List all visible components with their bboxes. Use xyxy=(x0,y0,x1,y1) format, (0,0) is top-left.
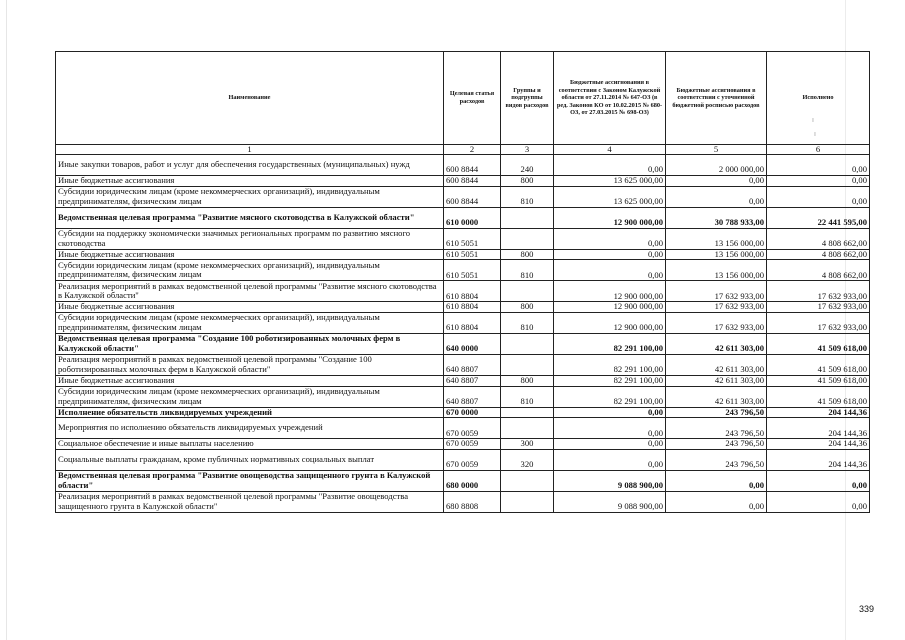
row-law-amount: 12 900 000,00 xyxy=(554,207,666,228)
row-executed-amount: 204 144,36 xyxy=(767,439,870,450)
row-executed-amount: 0,00 xyxy=(767,470,870,491)
row-expense-group xyxy=(501,228,554,249)
row-name: Ведомственная целевая программа "Создание 100 роботизированных молочных ферм в Калужской области" xyxy=(56,333,444,354)
row-executed-amount: 41 509 618,00 xyxy=(767,354,870,375)
row-expense-group xyxy=(501,418,554,439)
row-expense-group: 810 xyxy=(501,260,554,281)
row-law-amount: 82 291 100,00 xyxy=(554,333,666,354)
table-row xyxy=(56,228,870,249)
row-refined-amount: 243 796,50 xyxy=(666,449,767,470)
table-row xyxy=(56,333,870,354)
row-target-code: 610 5051 xyxy=(444,249,501,260)
row-law-amount: 13 625 000,00 xyxy=(554,176,666,187)
row-refined-amount: 13 156 000,00 xyxy=(666,228,767,249)
row-target-code: 610 5051 xyxy=(444,260,501,281)
table-row xyxy=(56,207,870,228)
table-row xyxy=(56,407,870,418)
row-target-code: 670 0059 xyxy=(444,439,501,450)
row-executed-amount: 0,00 xyxy=(767,186,870,207)
row-target-code: 610 8804 xyxy=(444,302,501,313)
row-refined-amount: 0,00 xyxy=(666,186,767,207)
row-executed-amount: 4 808 662,00 xyxy=(767,260,870,281)
row-law-amount: 13 625 000,00 xyxy=(554,186,666,207)
row-law-amount: 12 900 000,00 xyxy=(554,312,666,333)
row-executed-amount: 17 632 933,00 xyxy=(767,302,870,313)
row-executed-amount: 0,00 xyxy=(767,155,870,176)
row-refined-amount: 2 000 000,00 xyxy=(666,155,767,176)
row-refined-amount: 42 611 303,00 xyxy=(666,386,767,407)
row-name: Субсидии на поддержку экономически значимых региональных программ по развитию мясного скотоводства xyxy=(56,228,444,249)
row-executed-amount: 41 509 618,00 xyxy=(767,375,870,386)
row-name: Субсидии юридическим лицам (кроме некоммерческих организаций), индивидуальным предпринимателям, физическим лицам xyxy=(56,312,444,333)
row-law-amount: 0,00 xyxy=(554,249,666,260)
row-law-amount: 0,00 xyxy=(554,407,666,418)
header-target-item: Целевая статья расходов xyxy=(444,52,501,145)
row-name: Иные закупки товаров, работ и услуг для обеспечения государственных (муниципальных) нужд xyxy=(56,155,444,176)
row-name: Иные бюджетные ассигнования xyxy=(56,249,444,260)
header-groups: Группы и подгруппы видов расходов xyxy=(501,52,554,145)
row-expense-group: 810 xyxy=(501,312,554,333)
row-name: Реализация мероприятий в рамках ведомственной целевой программы "Создание 100 роботизированных молочных ферм в Калужской области" xyxy=(56,354,444,375)
row-name: Субсидии юридическим лицам (кроме некоммерческих организаций), индивидуальным предпринимателям, физическим лицам xyxy=(56,386,444,407)
row-target-code: 610 8804 xyxy=(444,312,501,333)
row-target-code: 600 8844 xyxy=(444,186,501,207)
table-row xyxy=(56,281,870,302)
row-executed-amount: 4 808 662,00 xyxy=(767,249,870,260)
row-name: Мероприятия по исполнению обязательств ликвидируемых учреждений xyxy=(56,418,444,439)
row-expense-group: 800 xyxy=(501,249,554,260)
row-law-amount: 12 900 000,00 xyxy=(554,302,666,313)
row-law-amount: 82 291 100,00 xyxy=(554,386,666,407)
row-law-amount: 0,00 xyxy=(554,155,666,176)
header-law-assignments: Бюджетные ассигнования в соответствии с Законом Калужской области от 27.11.2014 № 647-ОЗ (в ред. Законов КО от 10.02.2015 № 680-ОЗ, от 27.03.2015 № 698-ОЗ) xyxy=(554,52,666,145)
row-executed-amount: 4 808 662,00 xyxy=(767,228,870,249)
row-name: Субсидии юридическим лицам (кроме некоммерческих организаций), индивидуальным предпринимателям, физическим лицам xyxy=(56,186,444,207)
row-target-code: 670 0000 xyxy=(444,407,501,418)
row-law-amount: 0,00 xyxy=(554,418,666,439)
row-executed-amount: 41 509 618,00 xyxy=(767,386,870,407)
row-law-amount: 82 291 100,00 xyxy=(554,354,666,375)
table-row xyxy=(56,491,870,512)
column-number: 6 xyxy=(767,145,870,155)
table-header xyxy=(56,52,870,145)
row-law-amount: 0,00 xyxy=(554,260,666,281)
row-law-amount: 12 900 000,00 xyxy=(554,281,666,302)
column-number: 2 xyxy=(444,145,501,155)
row-refined-amount: 243 796,50 xyxy=(666,439,767,450)
table-row xyxy=(56,312,870,333)
row-refined-amount: 13 156 000,00 xyxy=(666,260,767,281)
row-target-code: 680 8808 xyxy=(444,491,501,512)
row-target-code: 640 8807 xyxy=(444,386,501,407)
row-expense-group: 800 xyxy=(501,375,554,386)
table-row xyxy=(56,375,870,386)
row-executed-amount: 204 144,36 xyxy=(767,418,870,439)
table-body xyxy=(56,155,870,513)
scan-mark: ı xyxy=(812,117,814,124)
column-number-row xyxy=(56,145,870,155)
header-executed: Исполнено xyxy=(767,52,870,145)
row-refined-amount: 42 611 303,00 xyxy=(666,354,767,375)
column-number: 5 xyxy=(666,145,767,155)
header-name: Наименование xyxy=(56,52,444,145)
row-refined-amount: 243 796,50 xyxy=(666,407,767,418)
row-refined-amount: 17 632 933,00 xyxy=(666,281,767,302)
row-expense-group: 810 xyxy=(501,186,554,207)
row-executed-amount: 0,00 xyxy=(767,176,870,187)
row-target-code: 640 8807 xyxy=(444,354,501,375)
row-executed-amount: 41 509 618,00 xyxy=(767,333,870,354)
row-expense-group xyxy=(501,491,554,512)
row-expense-group: 320 xyxy=(501,449,554,470)
table-row xyxy=(56,249,870,260)
row-law-amount: 9 088 900,00 xyxy=(554,470,666,491)
header-refined-assignments: Бюджетные ассигнования в соответствии с уточненной бюджетной росписью расходов xyxy=(666,52,767,145)
row-expense-group: 240 xyxy=(501,155,554,176)
table-row xyxy=(56,186,870,207)
row-refined-amount: 42 611 303,00 xyxy=(666,375,767,386)
row-refined-amount: 42 611 303,00 xyxy=(666,333,767,354)
row-law-amount: 0,00 xyxy=(554,228,666,249)
scan-mark: ı xyxy=(814,131,816,138)
row-executed-amount: 204 144,36 xyxy=(767,407,870,418)
row-expense-group: 300 xyxy=(501,439,554,450)
row-law-amount: 82 291 100,00 xyxy=(554,375,666,386)
row-target-code: 670 0059 xyxy=(444,449,501,470)
table-row xyxy=(56,302,870,313)
row-law-amount: 0,00 xyxy=(554,439,666,450)
row-executed-amount: 17 632 933,00 xyxy=(767,312,870,333)
table-row xyxy=(56,418,870,439)
row-name: Социальные выплаты гражданам, кроме публичных нормативных социальных выплат xyxy=(56,449,444,470)
row-law-amount: 9 088 900,00 xyxy=(554,491,666,512)
row-expense-group xyxy=(501,407,554,418)
table-row xyxy=(56,155,870,176)
table-row xyxy=(56,439,870,450)
row-expense-group: 800 xyxy=(501,176,554,187)
row-refined-amount: 13 156 000,00 xyxy=(666,249,767,260)
row-target-code: 640 8807 xyxy=(444,375,501,386)
row-name: Социальное обеспечение и иные выплаты населению xyxy=(56,439,444,450)
row-refined-amount: 17 632 933,00 xyxy=(666,302,767,313)
row-law-amount: 0,00 xyxy=(554,449,666,470)
row-expense-group: 810 xyxy=(501,386,554,407)
row-refined-amount: 17 632 933,00 xyxy=(666,312,767,333)
row-name: Ведомственная целевая программа "Развитие овощеводства защищенного грунта в Калужской области" xyxy=(56,470,444,491)
row-refined-amount: 243 796,50 xyxy=(666,418,767,439)
row-refined-amount: 0,00 xyxy=(666,470,767,491)
column-number: 4 xyxy=(554,145,666,155)
row-expense-group xyxy=(501,281,554,302)
row-name: Субсидии юридическим лицам (кроме некоммерческих организаций), индивидуальным предпринимателям, физическим лицам xyxy=(56,260,444,281)
row-name: Реализация мероприятий в рамках ведомственной целевой программы "Развитие мясного скотоводства в Калужской области" xyxy=(56,281,444,302)
row-expense-group xyxy=(501,207,554,228)
row-expense-group xyxy=(501,470,554,491)
column-number: 3 xyxy=(501,145,554,155)
row-expense-group: 800 xyxy=(501,302,554,313)
row-target-code: 670 0059 xyxy=(444,418,501,439)
row-target-code: 640 0000 xyxy=(444,333,501,354)
table-row xyxy=(56,386,870,407)
budget-table xyxy=(55,51,870,513)
row-name: Реализация мероприятий в рамках ведомственной целевой программы "Развитие овощеводства защищенного грунта в Калужской области" xyxy=(56,491,444,512)
column-number: 1 xyxy=(56,145,444,155)
row-name: Исполнение обязательств ликвидируемых учреждений xyxy=(56,407,444,418)
row-expense-group xyxy=(501,333,554,354)
row-executed-amount: 0,00 xyxy=(767,491,870,512)
row-target-code: 680 0000 xyxy=(444,470,501,491)
row-target-code: 600 8844 xyxy=(444,176,501,187)
row-target-code: 600 8844 xyxy=(444,155,501,176)
row-refined-amount: 0,00 xyxy=(666,176,767,187)
table-row xyxy=(56,449,870,470)
row-expense-group xyxy=(501,354,554,375)
table-row xyxy=(56,470,870,491)
row-target-code: 610 5051 xyxy=(444,228,501,249)
row-refined-amount: 0,00 xyxy=(666,491,767,512)
scan-edge-left xyxy=(6,0,7,640)
row-name: Иные бюджетные ассигнования xyxy=(56,302,444,313)
row-target-code: 610 8804 xyxy=(444,281,501,302)
row-executed-amount: 17 632 933,00 xyxy=(767,281,870,302)
row-name: Ведомственная целевая программа "Развитие мясного скотоводства в Калужской области" xyxy=(56,207,444,228)
table-row xyxy=(56,260,870,281)
table-row xyxy=(56,354,870,375)
row-name: Иные бюджетные ассигнования xyxy=(56,375,444,386)
table-row xyxy=(56,176,870,187)
row-executed-amount: 22 441 595,00 xyxy=(767,207,870,228)
row-refined-amount: 30 788 933,00 xyxy=(666,207,767,228)
page-number: 339 xyxy=(859,604,875,614)
row-target-code: 610 0000 xyxy=(444,207,501,228)
row-name: Иные бюджетные ассигнования xyxy=(56,176,444,187)
row-executed-amount: 204 144,36 xyxy=(767,449,870,470)
